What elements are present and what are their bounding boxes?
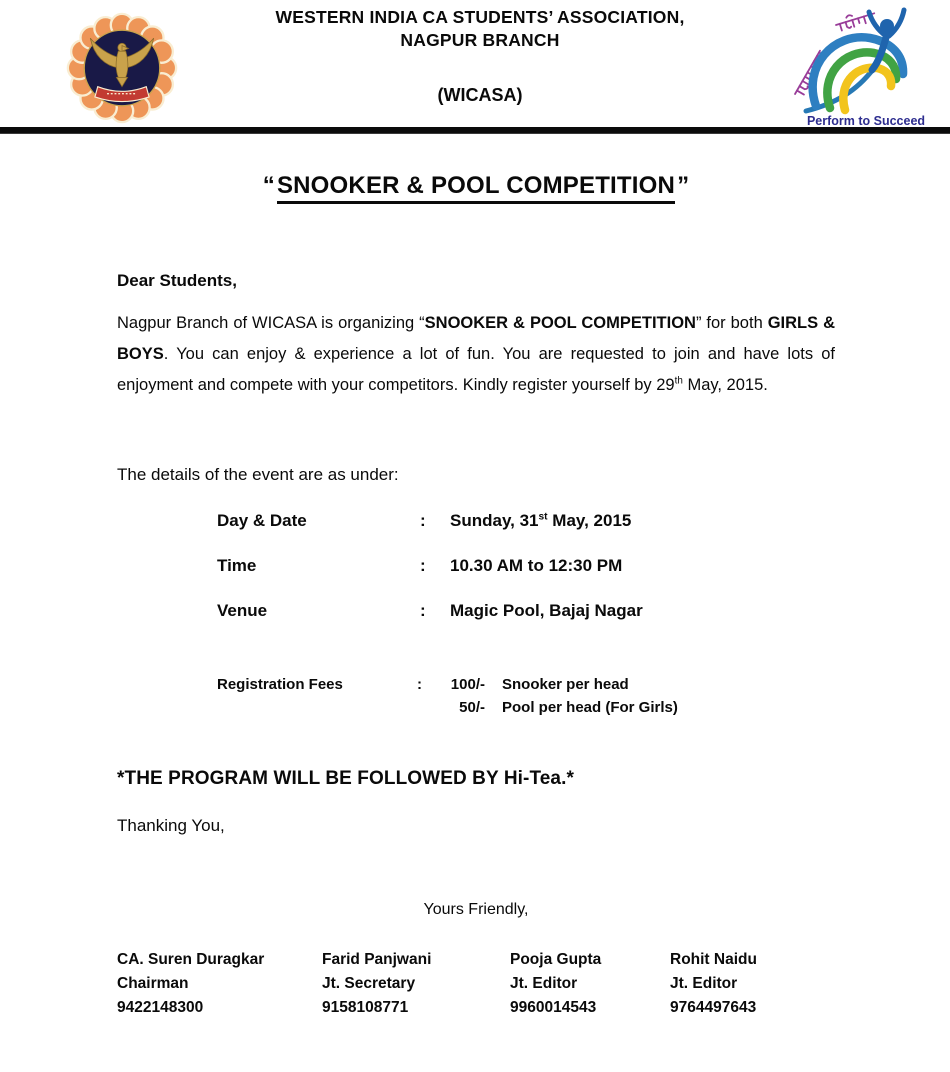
paragraph-segment: Nagpur Branch of WICASA is organizing “ [117,314,425,332]
signatory-name: CA. Suren Duragkar [117,951,265,968]
signatory-phone: 9960014543 [510,999,597,1016]
org-abbreviation: (WICASA) [437,85,523,105]
signatory-title: Jt. Editor [510,975,578,992]
details-intro: The details of the event are as under: [117,465,399,484]
signatory-title: Jt. Secretary [322,975,416,992]
paragraph-segment: May, 2015. [682,376,768,394]
registration-row-snooker [117,673,835,696]
org-title-block [190,6,770,106]
close-quote: ” [677,172,690,199]
detail-value [450,556,622,575]
salutation: Dear Students, [117,271,237,290]
signatory-title: Jt. Editor [670,975,738,992]
signatory-name: Farid Panjwani [322,951,432,968]
detail-colon: : [420,601,426,620]
signatory-phone: 9422148300 [117,999,204,1016]
signatory-phone: 9158108771 [322,999,409,1016]
detail-value [450,601,643,620]
signatory-name: Rohit Naidu [670,951,757,968]
body-paragraph [117,308,835,401]
signatory-jt-editor-1 [510,948,670,1020]
fee-amount: 50/- [459,699,485,716]
fee-description: Snooker per head [502,676,629,693]
letter-body [0,172,950,1020]
wicasa-logo [786,4,946,129]
letterhead [0,0,950,127]
detail-label: Day & Date [217,511,307,530]
detail-label: Venue [217,601,268,620]
signatory-jt-editor-2 [670,948,835,1020]
registration-fees [117,673,835,719]
detail-colon: : [420,511,426,530]
event-title [117,172,835,200]
paragraph-bold-event: SNOOKER & POOL COMPETITION [424,314,696,332]
registration-row-pool [117,696,835,719]
ordinal-suffix: th [674,375,683,387]
detail-value-text: 10.30 AM to 12:30 PM [450,556,623,575]
detail-label: Time [217,556,257,575]
logo-tagline: Perform to Succeed [806,114,926,128]
detail-row-day-date [117,511,835,531]
registration-label: Registration Fees [217,676,343,693]
registration-colon: : [417,676,422,693]
icai-emblem-logo [64,12,180,124]
event-details [117,511,835,621]
fee-amount: 100/- [450,676,485,693]
detail-value [450,511,631,530]
detail-row-time [117,556,835,576]
detail-value-text: Magic Pool, Bajaj Nagar [450,601,643,620]
detail-value-text: Sunday, 31 [450,511,539,530]
rainbow-arcs [813,37,903,110]
signatory-jt-secretary [322,948,510,1020]
paragraph-segment: ” for both [695,314,768,332]
paragraph-bold-girls-boys: GIRLS & BOYS [117,314,836,363]
org-name-line1: WESTERN INDIA CA STUDENTS’ ASSOCIATION, [275,7,685,27]
open-quote: “ [262,172,275,199]
signatory-phone: 9764497643 [670,999,757,1016]
org-name-line2: NAGPUR BRANCH [400,30,560,50]
detail-row-venue [117,601,835,621]
signatory-name: Pooja Gupta [510,951,602,968]
detail-colon: : [420,556,426,575]
fee-description: Pool per head (For Girls) [502,699,678,716]
paragraph-segment: . You can enjoy & experience a lot of fun. You are requested to join and have lots of enjoyment and compete with your competitors. Kindly register yourself by 29 [117,345,835,394]
thanking-line: Thanking You, [117,816,225,835]
closing-line: Yours Friendly, [423,901,529,918]
detail-value-text: May, 2015 [547,511,632,530]
ordinal-suffix: st [538,511,548,523]
signature-block [117,948,835,1020]
signatory-chairman [117,948,322,1020]
event-title-text: SNOOKER & POOL COMPETITION [277,172,675,204]
signatory-title: Chairman [117,975,189,992]
hitea-note: *THE PROGRAM WILL BE FOLLOWED BY Hi-Tea.* [117,768,574,789]
